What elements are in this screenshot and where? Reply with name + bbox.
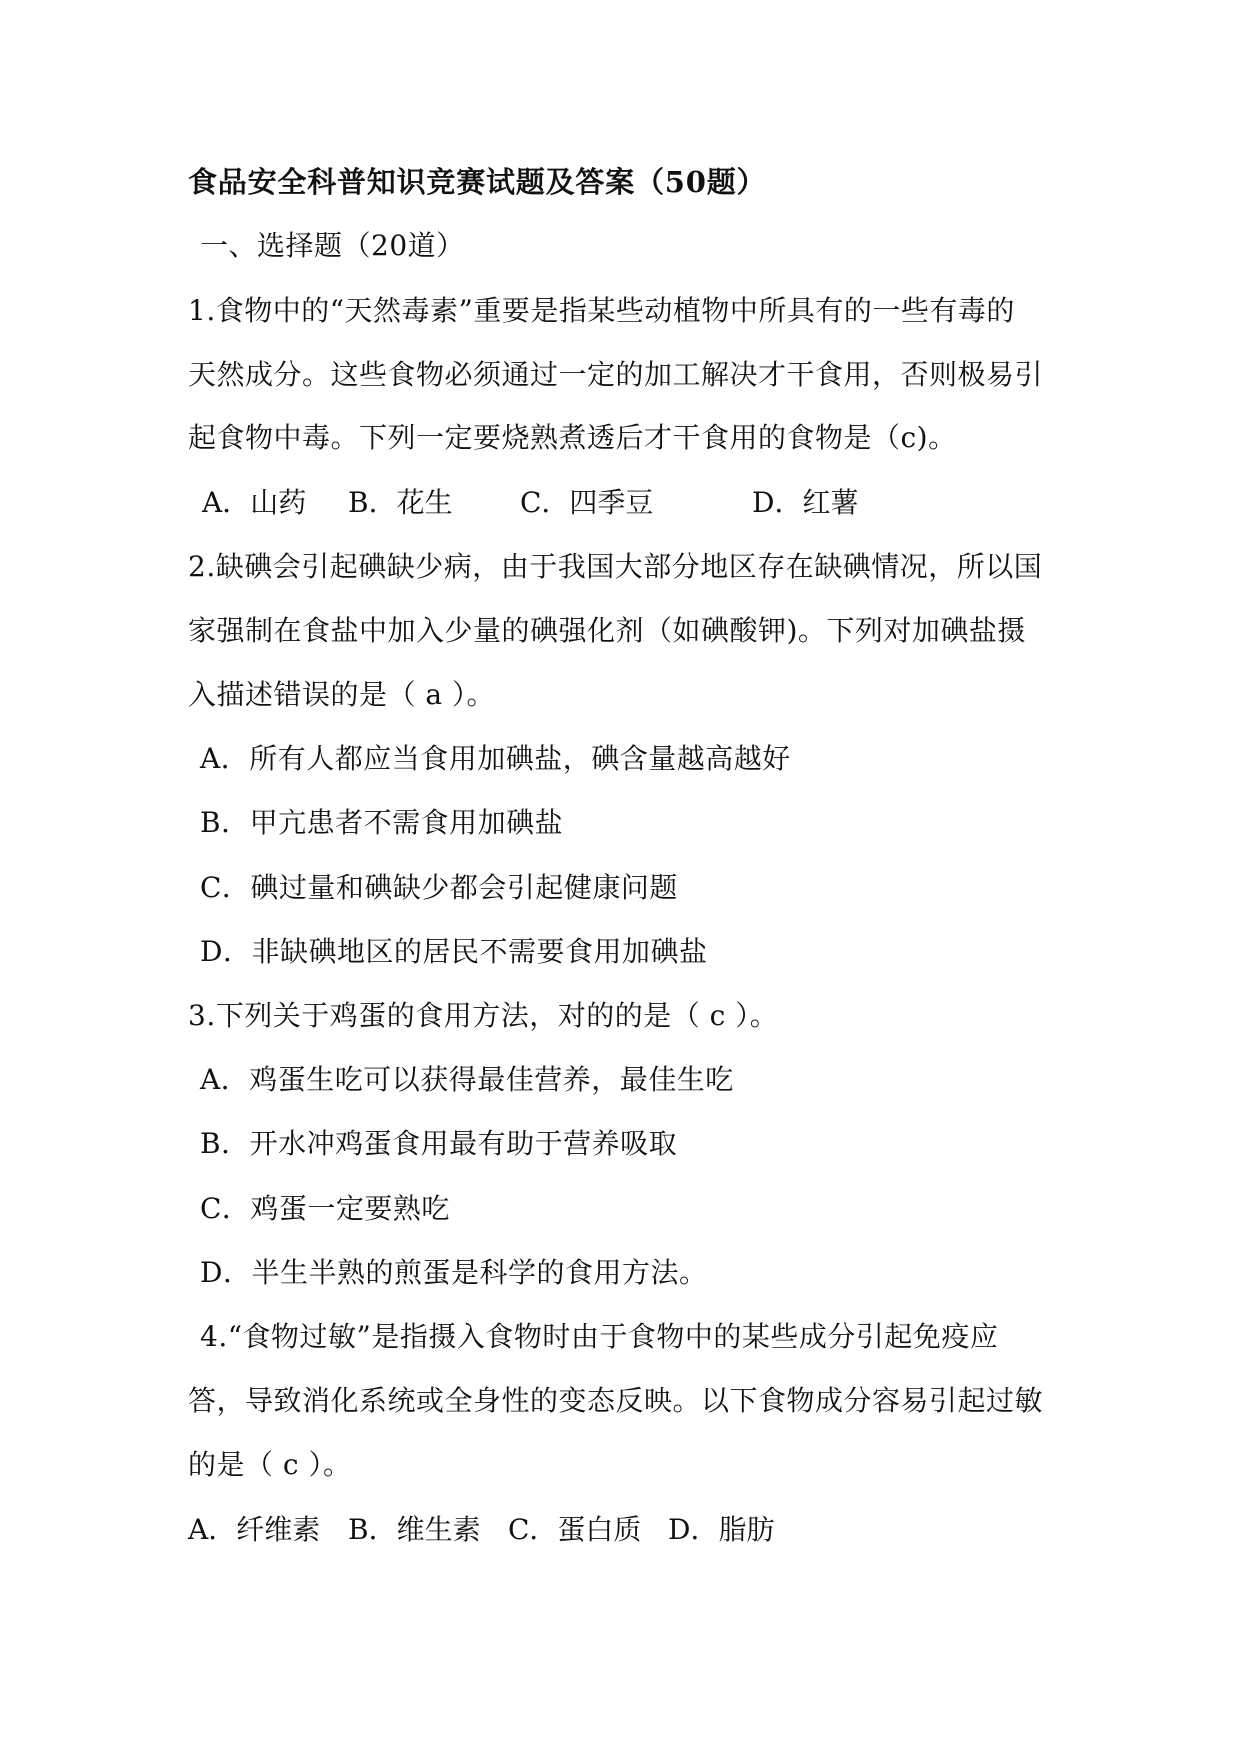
question-4-option-a: A．纤维素 [188, 1513, 321, 1546]
question-2-option-a: A．所有人都应当食用加碘盐，碘含量越高越好 [200, 742, 791, 775]
question-2-option-b: B．甲亢患者不需食用加碘盐 [200, 806, 564, 839]
question-4-option-c: C．蛋白质 [508, 1513, 642, 1546]
question-3-line-1: 3.下列关于鸡蛋的食用方法，对的的是（ c ）。 [188, 999, 779, 1032]
question-1-line-2: 天然成分。这些食物必须通过一定的加工解决才干食用，否则极易引 [188, 358, 1044, 391]
question-1-option-c: C．四季豆 [520, 486, 654, 519]
question-2-line-2: 家强制在食盐中加入少量的碘强化剂（如碘酸钾)。下列对加碘盐摄 [188, 614, 1026, 647]
question-3-option-a: A．鸡蛋生吃可以获得最佳营养，最佳生吃 [200, 1063, 734, 1096]
question-4-line-3: 的是（ c ）。 [188, 1448, 352, 1481]
question-2-option-d: D．非缺碘地区的居民不需要食用加碘盐 [200, 935, 708, 968]
question-3-option-c: C．鸡蛋一定要熟吃 [200, 1192, 450, 1225]
question-1-line-3: 起食物中毒。下列一定要烧熟煮透后才干食用的食物是（c)。 [188, 421, 957, 454]
question-1-option-d: D．红薯 [752, 486, 859, 519]
question-4-option-d: D．脂肪 [668, 1513, 775, 1546]
question-4-option-b: B．维生素 [348, 1513, 481, 1546]
question-2-line-3: 入描述错误的是（ a ）。 [188, 678, 495, 711]
question-3-option-b: B．开水冲鸡蛋食用最有助于营养吸取 [200, 1127, 678, 1160]
question-3-option-d: D．半生半熟的煎蛋是科学的食用方法。 [200, 1256, 708, 1289]
question-2-line-1: 2.缺碘会引起碘缺少病，由于我国大部分地区存在缺碘情况，所以国 [188, 550, 1043, 583]
question-4-line-2: 答，导致消化系统或全身性的变态反映。以下食物成分容易引起过敏 [188, 1384, 1044, 1417]
question-2-option-c: C．碘过量和碘缺少都会引起健康问题 [200, 871, 678, 904]
question-1-option-b: B．花生 [348, 486, 453, 519]
question-4-line-1: 4.“食物过敏”是指摄入食物时由于食物中的某些成分引起免疫应 [200, 1320, 999, 1353]
section-heading: 一、选择题（20道） [200, 229, 465, 262]
document-title: 食品安全科普知识竞赛试题及答案（50题） [188, 165, 767, 199]
question-1-line-1: 1.食物中的“天然毒素”重要是指某些动植物中所具有的一些有毒的 [188, 294, 1015, 327]
question-1-option-a: A．山药 [202, 486, 307, 519]
